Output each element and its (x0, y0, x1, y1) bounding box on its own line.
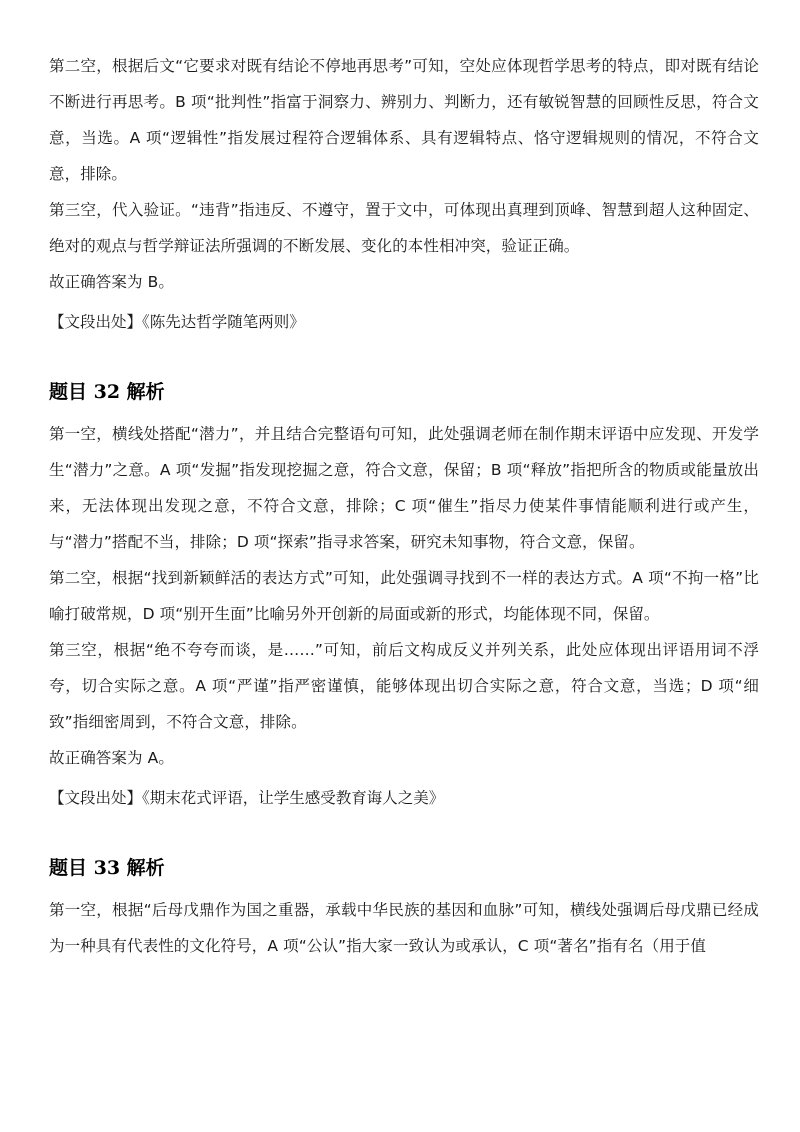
answer-line: 故正确答案为 B。 (49, 273, 174, 291)
paragraph: 第一空，横线处搭配“潜力”，并且结合完整语句可知，此处强调老师在制作期末评语中应发现、开发学生“潜力”之意。A 项“发掘”指发现挖掘之意，符合文意，保留；B 项“释放”指把所含的物质或能量放出来，无法体现出发现之意，不符合文意，排除；C 项“催生”指尽力使某件事情能顺利进行或产生，与“潜力”搭配不当，排除；D 项“探索”指寻求答案，研究未知事物，符合文意，保留。 (49, 425, 759, 551)
document-page (49, 48, 759, 964)
section-31-continued (49, 48, 759, 340)
answer-line: 故正确答案为 A。 (49, 749, 174, 767)
section-heading: 题目 32 解析 (49, 381, 165, 403)
paragraph: 第一空，根据“后母戊鼎作为国之重器，承载中华民族的基因和血脉”可知，横线处强调后母戊鼎已经成为一种具有代表性的文化符号，A 项“公认”指大家一致认为或承认，C 项“著名”指有名（用于值 (49, 901, 759, 955)
paragraph: 第二空，根据“找到新颖鲜活的表达方式”可知，此处强调寻找到不一样的表达方式。A 项“不拘一格”比喻打破常规，D 项“别开生面”比喻另外开创新的局面或新的形式，均能体现不同，保留。 (49, 569, 759, 623)
source-citation: 【文段出处】《期末花式评语，让学生感受教育诲人之美》 (49, 789, 445, 807)
paragraph: 第二空，根据后文“它要求对既有结论不停地再思考”可知，空处应体现哲学思考的特点，即对既有结论不断进行再思考。B 项“批判性”指富于洞察力、辨别力、判断力，还有敏锐智慧的回顾性反思，符合文意，当选。A 项“逻辑性”指发展过程符合逻辑体系、具有逻辑特点、恪守逻辑规则的情况，不符合文意，排除。 (49, 57, 759, 183)
section-question-33 (49, 850, 759, 964)
paragraph: 第三空，代入验证。“违背”指违反、不遵守，置于文中，可体现出真理到顶峰、智慧到超人这种固定、绝对的观点与哲学辩证法所强调的不断发展、变化的本性相冲突，验证正确。 (49, 201, 759, 255)
source-citation: 【文段出处】《陈先达哲学随笔两则》 (49, 313, 305, 331)
section-heading: 题目 33 解析 (49, 857, 165, 879)
paragraph: 第三空，根据“绝不夸夸而谈，是……”可知，前后文构成反义并列关系，此处应体现出评语用词不浮夸，切合实际之意。A 项“严谨”指严密谨慎，能够体现出切合实际之意，符合文意，当选；D 项“细致”指细密周到，不符合文意，排除。 (49, 641, 759, 731)
section-question-32 (49, 374, 759, 816)
